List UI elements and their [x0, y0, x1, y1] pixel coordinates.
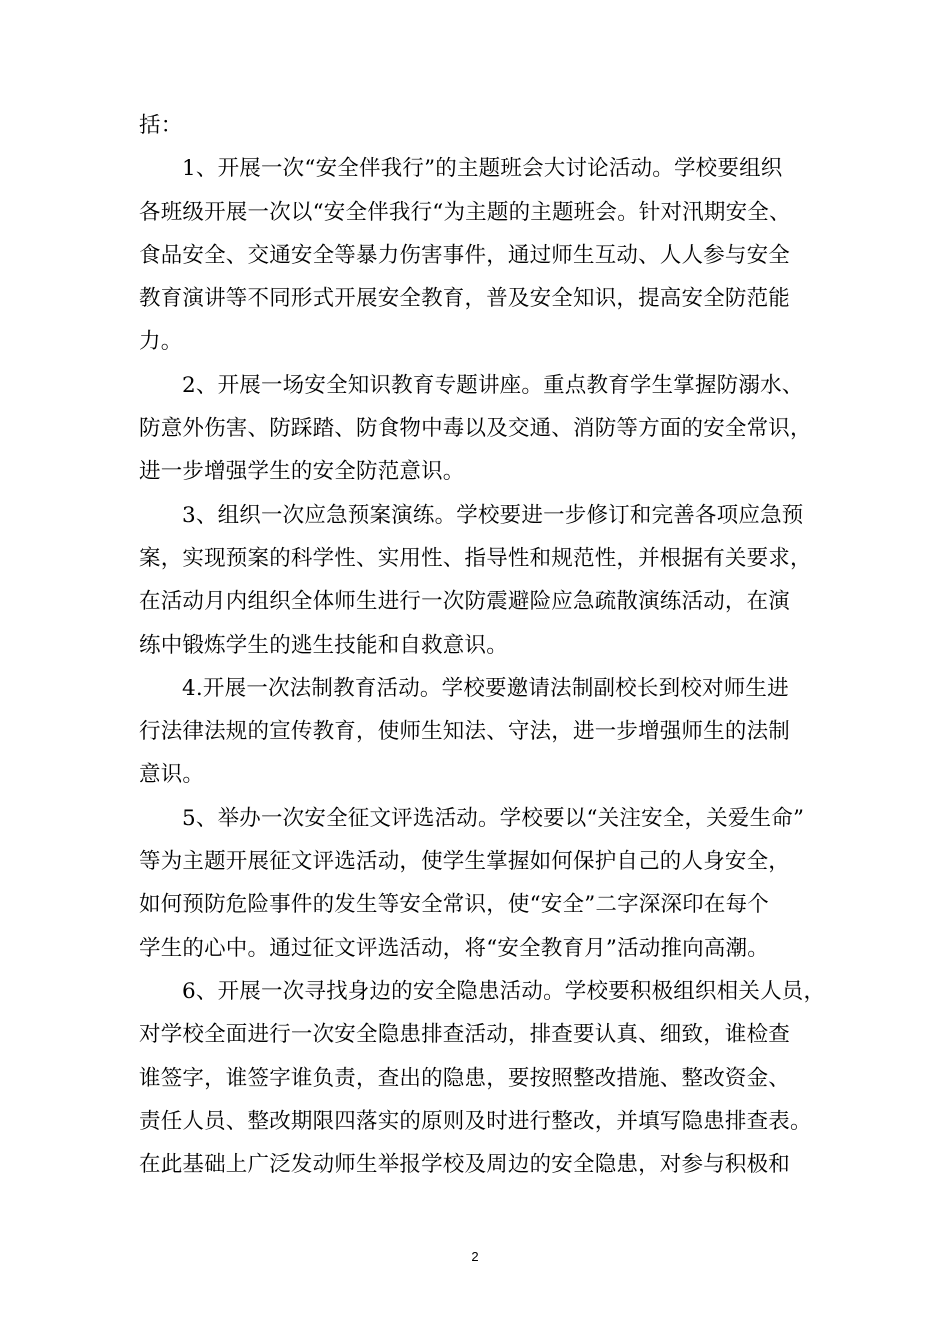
- text-line: 行法律法规的宣传教育，使师生知法、守法，进一步增强师生的法制: [139, 719, 791, 745]
- page-number: 2: [471, 1249, 479, 1264]
- text-line: 括：: [139, 113, 183, 138]
- text-line: 5、举办一次安全征文评选活动。学校要以“关注安全，关爱生命”: [182, 805, 805, 831]
- text-line: 6、开展一次寻找身边的安全隐患活动。学校要积极组织相关人员，: [182, 978, 826, 1004]
- text-line: 意识。: [139, 762, 205, 788]
- text-line: 学生的心中。通过征文评选活动，将“安全教育月”活动推向高潮。: [139, 935, 769, 961]
- text-line: 各班级开展一次以“安全伴我行“为主题的主题班会。针对汛期安全、: [139, 199, 791, 225]
- text-line: 在此基础上广泛发动师生举报学校及周边的安全隐患，对参与积极和: [139, 1152, 791, 1178]
- text-line: 案，实现预案的科学性、实用性、指导性和规范性，并根据有关要求，: [139, 545, 812, 571]
- text-line: 等为主题开展征文评选活动，使学生掌握如何保护自己的人身安全，: [139, 849, 791, 875]
- document-body: [139, 104, 826, 1186]
- text-line: 练中锻炼学生的逃生技能和自救意识。: [139, 632, 508, 658]
- text-line: 谁签字，谁签字谁负责，查出的隐患，要按照整改措施、整改资金、: [139, 1065, 791, 1091]
- text-line: 在活动月内组织全体师生进行一次防震避险应急疏散演练活动，在演: [139, 589, 791, 615]
- text-line: 力。: [139, 329, 183, 355]
- text-line: 1、开展一次“安全伴我行”的主题班会大讨论活动。学校要组织: [182, 156, 783, 182]
- text-line: 3、组织一次应急预案演练。学校要进一步修订和完善各项应急预: [182, 502, 804, 528]
- text-line: 4.开展一次法制教育活动。学校要邀请法制副校长到校对师生进: [182, 675, 789, 701]
- text-line: 责任人员、整改期限四落实的原则及时进行整改，并填写隐患排查表。: [139, 1108, 812, 1134]
- text-line: 2、开展一场安全知识教育专题讲座。重点教育学生掌握防溺水、: [182, 372, 804, 398]
- text-line: 对学校全面进行一次安全隐患排查活动，排查要认真、细致，谁检查: [139, 1022, 791, 1048]
- text-line: 食品安全、交通安全等暴力伤害事件，通过师生互动、人人参与安全: [139, 242, 791, 268]
- text-line: 防意外伤害、防踩踏、防食物中毒以及交通、消防等方面的安全常识，: [139, 416, 812, 442]
- text-line: 如何预防危险事件的发生等安全常识，使“安全”二字深深印在每个: [139, 892, 769, 918]
- text-line: 教育演讲等不同形式开展安全教育，普及安全知识，提高安全防范能: [139, 286, 791, 312]
- text-line: 进一步增强学生的安全防范意识。: [139, 459, 465, 485]
